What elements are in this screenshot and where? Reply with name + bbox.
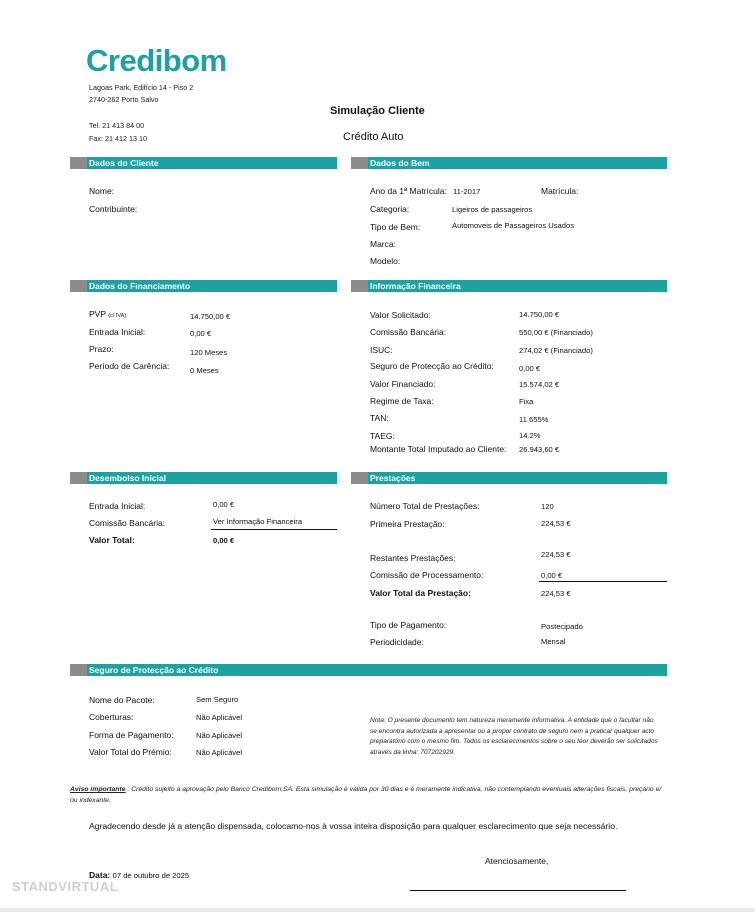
tipo-pagamento-label: Tipo de Pagamento: xyxy=(370,620,447,630)
pvp-label-text: PVP xyxy=(89,309,106,319)
matricula-label: Matrícula: xyxy=(541,186,579,196)
section-desembolso-inicial: Desembolso Inicial xyxy=(70,472,337,484)
tan-value: 11.655% xyxy=(519,415,549,424)
section-seguro-protecao: Seguro de Protecção ao Crédito xyxy=(70,664,667,676)
data-label: Data: xyxy=(89,870,111,880)
credibom-logo: Credibom xyxy=(86,43,227,78)
coberturas-value: Não Aplicável xyxy=(196,713,243,722)
desembolso-comissao-value: Ver Informação Financeira xyxy=(213,517,303,526)
seguro-protecao-label: Seguro de Protecção ao Crédito: xyxy=(370,361,494,371)
prazo-label: Prazo: xyxy=(89,344,114,354)
signature-line xyxy=(410,890,626,891)
valor-total-prestacao-label: Valor Total da Prestação: xyxy=(370,588,471,598)
valor-financiado-value: 15.574,02 € xyxy=(519,380,560,389)
tipo-bem-label: Tipo de Bem: xyxy=(370,222,421,232)
carencia-value: 0 Meses xyxy=(190,366,219,375)
coberturas-label: Coberturas: xyxy=(89,712,134,722)
prazo-value: 120 Meses xyxy=(190,348,228,357)
restantes-prestacoes-value: 224,53 € xyxy=(541,550,571,559)
pacote-value: Sem Seguro xyxy=(196,695,239,704)
valor-total-prestacao-value: 224,53 € xyxy=(541,589,571,598)
pvp-label xyxy=(89,309,128,319)
desembolso-total-label: Valor Total: xyxy=(89,535,135,545)
premio-label: Valor Total do Prémio: xyxy=(89,747,172,757)
carencia-label: Período de Carência: xyxy=(89,361,170,371)
pvp-label-suffix: (c/ IVA): xyxy=(108,313,128,319)
contribuinte-label: Contribuinte: xyxy=(89,204,138,214)
comissao-bancaria-value: 550,00 € (Financiado) xyxy=(519,328,593,337)
entrada-inicial-label: Entrada Inicial: xyxy=(89,327,146,337)
pvp-value: 14.750,00 € xyxy=(190,312,231,321)
logo-o: o xyxy=(181,43,200,78)
tipo-pagamento-value: Postecipado xyxy=(541,622,583,631)
desembolso-entrada-label: Entrada Inicial: xyxy=(89,501,146,511)
montante-total-value: 26.943,60 € xyxy=(519,445,560,454)
address-line-2: 2740-262 Porto Salvo xyxy=(89,95,159,104)
atenciosamente: Atenciosamente, xyxy=(485,856,549,866)
data-value: 07 de outubro de 2025 xyxy=(112,871,190,880)
regime-taxa-value: Fixa xyxy=(519,397,534,406)
section-dados-bem: Dados do Bem xyxy=(351,157,667,169)
categoria-value: Ligeiros de passageiros xyxy=(452,205,533,214)
taeg-value: 14.2% xyxy=(519,431,541,440)
seguro-note: Nota: O presente documento tem natureza meramente informativa. A entidade que o facultar não se encontra autorizada a apresentar ou a propor contrato de seguro nem a praticar qualquer acto preparatório com o mesmo fim. Todos os esclarecimentos sobre o seu teor deverão ser solicitados através da linha: 707202929. xyxy=(370,717,658,756)
marca-label: Marca: xyxy=(370,239,396,249)
ano-matricula-value: 11-2017 xyxy=(453,187,481,196)
forma-pagamento-label: Forma de Pagamento: xyxy=(89,730,174,740)
taeg-label: TAEG: xyxy=(370,431,395,441)
categoria-label: Categoria: xyxy=(370,204,410,214)
nome-label: Nome: xyxy=(89,186,115,196)
section-informacao-financeira: Informação Financeira xyxy=(351,280,667,292)
isuc-value: 274,02 € (Financiado) xyxy=(519,346,593,355)
numero-prestacoes-value: 120 xyxy=(541,502,554,511)
aviso-importante xyxy=(70,784,666,806)
desembolso-sum-line xyxy=(211,529,337,530)
standvirtual-watermark: STANDVIRTUAL xyxy=(12,879,119,894)
section-prestacoes: Prestações xyxy=(351,472,667,484)
document-title: Simulação Cliente xyxy=(330,105,425,117)
comissao-bancaria-label: Comissão Bancária: xyxy=(370,327,447,337)
tan-label: TAN: xyxy=(370,413,389,423)
valor-solicitado-label: Valor Solicitado: xyxy=(370,310,431,320)
numero-prestacoes-label: Número Total de Prestações: xyxy=(370,501,480,511)
aviso-text: : Crédito sujeito a aprovação pelo Banco Credibom,SA. Esta simulação é válida por 30 dias e é meramente indicativa, não contemplando eventuais alterações fiscais, preçário e/ ou indexante. xyxy=(70,786,662,804)
periodicidade-value: Mensal xyxy=(541,637,566,646)
pacote-label: Nome do Pacote: xyxy=(89,695,155,705)
isuc-label: ISUC: xyxy=(370,345,393,355)
document-subtitle: Crédito Auto xyxy=(343,131,404,143)
agradecimento: Agradecendo desde já a atenção dispensada, colocamo-nos à vossa inteira disposição para qualquer esclarecimento que seja necessário. xyxy=(89,821,618,831)
telephone: Tel. 21 413 84 00 xyxy=(89,121,145,130)
valor-solicitado-value: 14.750,00 € xyxy=(519,310,560,319)
prestacao-sum-line xyxy=(539,581,667,582)
section-dados-financiamento: Dados do Financiamento xyxy=(70,280,337,292)
entrada-inicial-value: 0,00 € xyxy=(190,329,212,338)
montante-total-label: Montante Total Imputado ao Cliente: xyxy=(370,444,507,454)
seguro-protecao-value: 0,00 € xyxy=(519,364,541,373)
address-line-1: Lagoas Park, Edifício 14 - Piso 2 xyxy=(89,83,194,92)
restantes-prestacoes-label: Restantes Prestações: xyxy=(370,553,456,563)
comissao-processamento-label: Comissão de Processamento: xyxy=(370,570,484,580)
desembolso-total-value: 0,00 € xyxy=(213,536,235,545)
regime-taxa-label: Regime de Taxa: xyxy=(370,396,434,406)
ano-matricula-label: Ano da 1ª Matrícula: xyxy=(370,186,447,196)
fax: Fax: 21 412 13 10 xyxy=(89,134,147,143)
primeira-prestacao-label: Primeira Prestação: xyxy=(370,519,445,529)
tipo-bem-value: Automoveis de Passageiros Usados xyxy=(452,221,574,230)
comissao-processamento-value: 0,00 € xyxy=(541,571,563,580)
page-bottom-edge xyxy=(0,908,755,912)
section-dados-cliente: Dados do Cliente xyxy=(70,157,337,169)
forma-pagamento-value: Não Aplicável xyxy=(196,731,243,740)
premio-value: Não Aplicável xyxy=(196,748,243,757)
desembolso-comissao-label: Comissão Bancária: xyxy=(89,518,166,528)
desembolso-entrada-value: 0,00 € xyxy=(213,500,235,509)
valor-financiado-label: Valor Financiado: xyxy=(370,379,436,389)
primeira-prestacao-value: 224,53 € xyxy=(541,519,571,528)
aviso-label: Aviso importante xyxy=(70,786,126,793)
periodicidade-label: Periodicidade: xyxy=(370,637,424,647)
modelo-label: Modelo: xyxy=(370,256,401,266)
